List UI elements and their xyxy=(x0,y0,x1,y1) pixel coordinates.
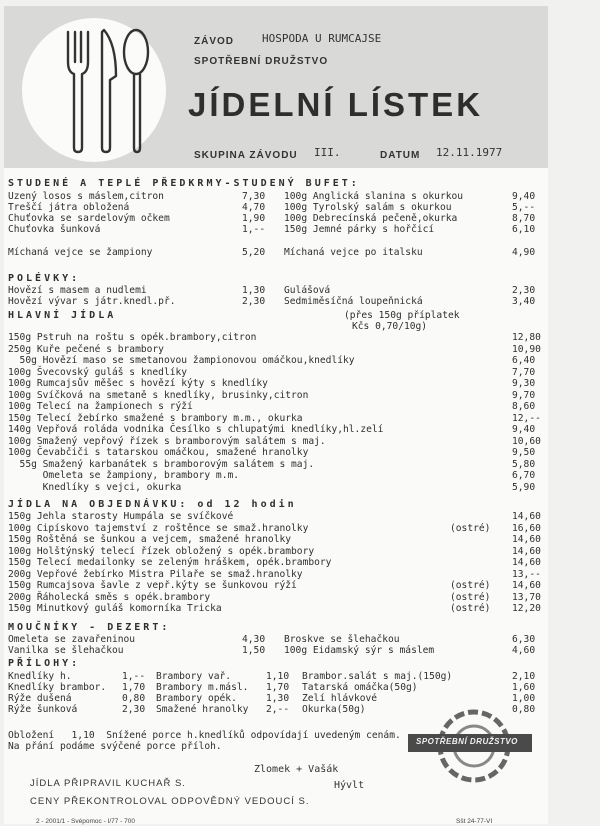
item-price: 6,10 xyxy=(512,224,536,235)
list-item: 150g Jehla starosty Humpála se svíčkové xyxy=(8,511,234,522)
item-price: 12,20 xyxy=(512,603,541,614)
note-line-1: Obložení 1,10 Snížené porce h.knedlíků odpovídají uvedeným cenám. xyxy=(8,730,401,741)
list-item: 100g Holštýnský telecí řízek obložený s opék.brambory xyxy=(8,545,315,557)
skupina-value: III. xyxy=(314,146,341,159)
list-item: Míchaná vejce po italsku xyxy=(284,247,423,258)
list-item: 100g Anglická slanina s okurkou xyxy=(284,191,464,202)
item-note: (ostré) xyxy=(450,591,491,603)
list-item: Uzený losos s máslem,citron xyxy=(8,191,164,202)
list-item: Hovězí vývar s játr.knedl.př. xyxy=(8,296,176,307)
stamp-text: SPOTŘEBNÍ DRUŽSTVO xyxy=(416,737,518,746)
list-item: Zelí hlávkové xyxy=(302,693,378,704)
list-item: 150g Jemné párky s hořčicí xyxy=(284,224,435,235)
item-price: 9,50 xyxy=(512,447,536,458)
item-price: 1,90 xyxy=(242,213,266,224)
section-objednavku: JÍDLA NA OBJEDNÁVKU: od 12 hodin xyxy=(8,499,297,510)
sheet-code: Sšt 24-77-VI xyxy=(456,818,493,825)
item-price: 5,90 xyxy=(512,481,536,493)
item-price: 12,-- xyxy=(512,412,541,424)
hlavni-note-2: Kčs 0,70/10g) xyxy=(352,321,428,332)
list-item: Knedlíky brambor. xyxy=(8,682,107,693)
item-price: 1,10 xyxy=(266,671,290,682)
list-item: Chuťovka se sardelovým očkem xyxy=(8,213,170,224)
list-item: Omeleta se zavařeninou xyxy=(8,634,136,645)
item-price: 1,-- xyxy=(242,224,266,235)
list-item: Sedmiměsíčná loupeňnická xyxy=(284,296,423,307)
item-price: 1,70 xyxy=(122,682,146,693)
list-item: 200g Řáholecká směs s opék.brambory xyxy=(8,591,211,603)
item-price: 5,80 xyxy=(512,458,536,470)
item-price: 10,90 xyxy=(512,343,541,355)
item-price: 1,30 xyxy=(266,693,290,704)
item-price: 1,30 xyxy=(242,285,266,296)
note-line-2: Na přání podáme svýčené porce příloh. xyxy=(8,741,222,752)
list-item: 150g Minutkový guláš komorníka Tricka xyxy=(8,603,222,614)
item-price: 7,30 xyxy=(242,191,266,202)
item-price: 6,40 xyxy=(512,355,536,366)
item-price: 2,-- xyxy=(266,704,290,715)
item-price: 4,60 xyxy=(512,645,536,656)
list-item: 55g Smažený karbanátek s bramborovým salátem s maj. xyxy=(8,458,315,470)
item-price: 1,70 xyxy=(266,682,290,693)
list-item: Tatarská omáčka(50g) xyxy=(302,682,418,693)
label-datum: DATUM xyxy=(380,150,421,161)
list-item: Rýže šunková xyxy=(8,704,78,715)
item-price: 8,60 xyxy=(512,401,536,412)
item-price: 4,30 xyxy=(242,634,266,645)
item-price: 14,60 xyxy=(512,511,541,522)
page-title: JÍDELNÍ LÍSTEK xyxy=(188,86,484,123)
list-item: Knedlíky s vejci, okurka xyxy=(8,481,182,493)
item-price: 5,20 xyxy=(242,247,266,258)
list-item: Brambory opék. xyxy=(156,693,237,704)
label-skupina: SKUPINA ZÁVODU xyxy=(194,150,298,161)
list-item: Brambory m.másl. xyxy=(156,682,249,693)
item-price: 14,60 xyxy=(512,534,541,545)
item-price: 2,30 xyxy=(242,296,266,307)
datum-value: 12.11.1977 xyxy=(436,146,503,159)
list-item: Omeleta se žampiony, brambory m.m. xyxy=(8,470,240,481)
item-price: 3,40 xyxy=(512,296,536,307)
item-price: 14,60 xyxy=(512,557,541,568)
list-item: Vanilka se šlehačkou xyxy=(8,645,124,656)
list-item: 250g Kuře pečené s brambory xyxy=(8,343,164,355)
section-polevky: POLÉVKY: xyxy=(8,273,81,284)
list-item: 150g Telecí žebírko smažené s brambory m.m., okurka xyxy=(8,412,303,424)
list-item: Hovězí s masem a nudlemi xyxy=(8,285,147,296)
list-item: 150g Roštěná se šunkou a vejcem, smažené hranolky xyxy=(8,534,292,545)
item-price: 9,40 xyxy=(512,191,536,202)
label-druzstvo: SPOTŘEBNÍ DRUŽSTVO xyxy=(194,56,329,67)
cutlery-logo xyxy=(22,18,166,162)
item-price: 9,40 xyxy=(512,424,536,435)
item-note: (ostré) xyxy=(450,603,491,614)
kuchar-label: JÍDLA PŘIPRAVIL KUCHAŘ S. xyxy=(30,778,186,789)
list-item: 50g Hovězí maso se smetanovou žampionovou omáčkou,knedlíky xyxy=(8,355,355,366)
item-price: 2,10 xyxy=(512,671,536,682)
list-item: 100g Čevabčiči s tatarskou omáčkou, smažené hranolky xyxy=(8,447,309,458)
list-item: Brambory vař. xyxy=(156,671,232,682)
item-price: 7,70 xyxy=(512,366,536,378)
list-item: 100g Debrecínská pečeně,okurka xyxy=(284,213,458,224)
item-price: 6,30 xyxy=(512,634,536,645)
list-item: Rýže dušená xyxy=(8,693,72,704)
list-item: 150g Rumcajsova šavle z vepř.kýty se šunkovou rýží xyxy=(8,580,297,591)
section-hlavni: HLAVNÍ JÍDLA xyxy=(8,310,117,321)
cooperative-stamp-icon xyxy=(404,702,534,802)
list-item: Gulášová xyxy=(284,285,331,296)
list-item: 100g Rumcajsův měšec s hovězí kýty s knedlíky xyxy=(8,378,268,389)
list-item: 150g Telecí medailonky se zeleným hráškem, opék.brambory xyxy=(8,557,332,568)
print-code: 2 - 2001/1 - Svépomoc - I/77 - 700 xyxy=(36,818,135,825)
menu-header xyxy=(4,6,548,168)
item-price: 0,80 xyxy=(122,693,146,704)
item-price: 1,00 xyxy=(512,693,536,704)
item-price: 4,70 xyxy=(242,202,266,213)
list-item: 100g Cipískovo tajemství z roštěnce se smaž.hranolky xyxy=(8,522,309,534)
list-item: 150g Pstruh na roštu s opék.brambory,citron xyxy=(8,332,257,343)
item-price: 0,80 xyxy=(512,704,536,715)
item-note: (ostré) xyxy=(450,580,491,591)
list-item: Okurka(50g) xyxy=(302,704,366,715)
item-price: 5,-- xyxy=(512,202,536,213)
item-price: 2,30 xyxy=(122,704,146,715)
item-price: 1,-- xyxy=(122,671,146,682)
item-price: 9,70 xyxy=(512,389,536,401)
list-item: 100g Tyrolský salám s okurkou xyxy=(284,202,452,213)
label-zavod: ZÁVOD xyxy=(194,36,234,47)
kuchar-names: Zlomek + Vašák xyxy=(254,764,339,775)
zavod-value: HOSPODA U RUMCAJSE xyxy=(262,32,382,45)
item-price: 10,60 xyxy=(512,435,541,447)
list-item: 100g Švecovský guláš s knedlíky xyxy=(8,366,188,378)
list-item: Treščí játra obložená xyxy=(8,202,130,213)
item-price: 16,60 xyxy=(512,522,541,534)
item-price: 1,50 xyxy=(242,645,266,656)
list-item: 100g Telecí na žampionech s rýží xyxy=(8,401,193,412)
item-price: 14,60 xyxy=(512,545,541,557)
list-item: 140g Vepřová roláda vodnika Česílko s chlupatými knedlíky,hl.zelí xyxy=(8,424,384,435)
list-item: Míchaná vejce se žampiony xyxy=(8,247,153,258)
item-note: (ostré) xyxy=(450,522,491,534)
item-price: 13,70 xyxy=(512,591,541,603)
item-price: 13,-- xyxy=(512,568,541,580)
item-price: 9,30 xyxy=(512,378,536,389)
section-moucniky: MOUČNÍKY - DEZERT: xyxy=(8,622,171,633)
menu-sheet xyxy=(4,6,548,824)
list-item: Smažené hranolky xyxy=(156,704,249,715)
vedouci-label: CENY PŘEKONTROLOVAL ODPOVĚDNÝ VEDOUCÍ S. xyxy=(30,796,310,807)
item-price: 1,60 xyxy=(512,682,536,693)
list-item: Broskve se šlehačkou xyxy=(284,634,400,645)
list-item: 100g Svíčková na smetaně s knedlíky, brusinky,citron xyxy=(8,389,309,401)
list-item: Chuťovka šunková xyxy=(8,224,101,235)
section-predkrmy: STUDENÉ A TEPLÉ PŘEDKRMY-STUDENÝ BUFET: xyxy=(8,178,360,189)
item-price: 8,70 xyxy=(512,213,536,224)
item-price: 14,60 xyxy=(512,580,541,591)
item-price: 12,80 xyxy=(512,332,541,343)
list-item: 200g Vepřové žebírko Mistra Pilaře se smaž.hranolky xyxy=(8,568,303,580)
item-price: 2,30 xyxy=(512,285,536,296)
cutlery-icon xyxy=(22,18,166,162)
vedouci-name: Hývlt xyxy=(334,780,365,791)
item-price: 4,90 xyxy=(512,247,536,258)
section-prilohy: PŘÍLOHY: xyxy=(8,658,81,669)
list-item: Knedlíky h. xyxy=(8,671,72,682)
hlavni-note: (přes 150g příplatek xyxy=(344,310,460,321)
item-price: 6,70 xyxy=(512,470,536,481)
list-item: 100g Eidamský sýr s máslem xyxy=(284,645,435,656)
list-item: Brambor.salát s maj.(150g) xyxy=(302,671,453,682)
list-item: 100g Smažený vepřový řízek s bramborovým salátem s maj. xyxy=(8,435,326,447)
